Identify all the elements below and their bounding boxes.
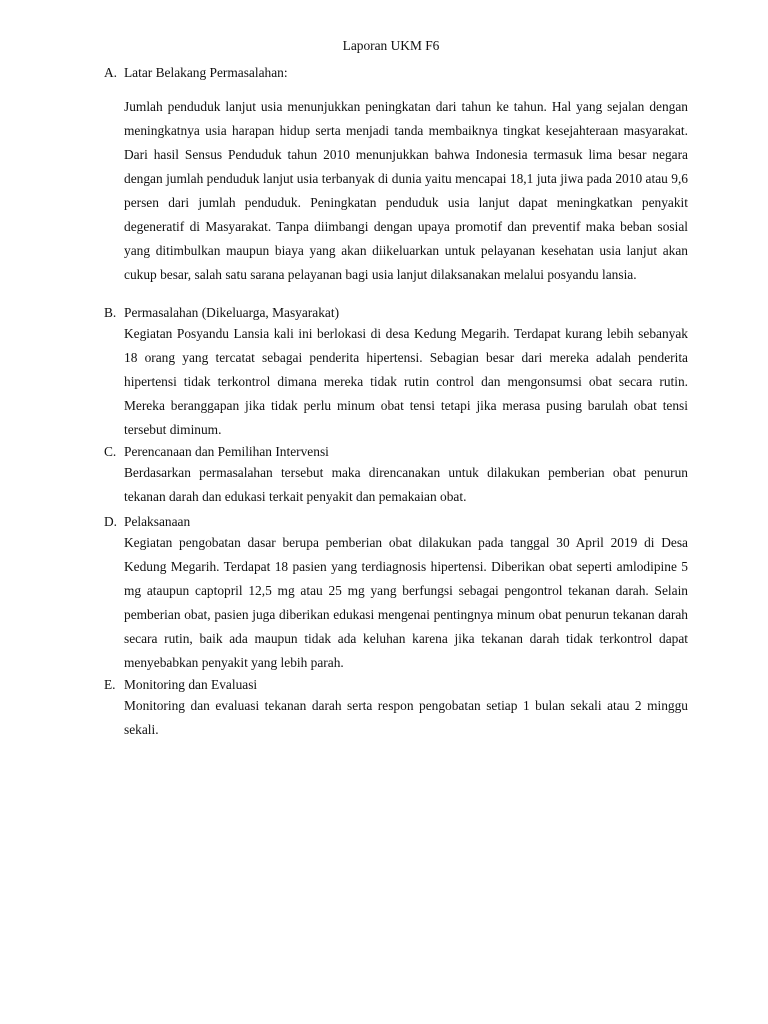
section-monitoring [104, 677, 688, 742]
section-permasalahan [104, 305, 688, 442]
section-paragraph: Monitoring dan evaluasi tekanan darah serta respon pengobatan setiap 1 bulan sekali atau 2 minggu sekali. [124, 698, 688, 737]
section-latar-belakang [104, 65, 688, 287]
section-heading-text: Perencanaan dan Pemilihan Intervensi [124, 444, 329, 459]
section-paragraph: Kegiatan Posyandu Lansia kali ini berlokasi di desa Kedung Megarih. Terdapat kurang lebih sebanyak 18 orang yang tercatat sebagai penderita hipertensi. Sebagian besar dari mereka adalah penderita hipertensi tidak terkontrol dimana mereka tidak rutin control dan mengonsumsi obat secara rutin. Mereka beranggapan jika tidak perlu minum obat tensi tetapi jika merasa pusing barulah obat tensi tersebut diminum. [124, 326, 688, 437]
section-paragraph: Berdasarkan permasalahan tersebut maka direncanakan untuk dilakukan pemberian obat penurun tekanan darah dan edukasi terkait penyakit dan pemakaian obat. [124, 465, 688, 504]
section-heading-text: Pelaksanaan [124, 514, 191, 529]
section-letter: E. [104, 677, 116, 692]
section-paragraph: Jumlah penduduk lanjut usia menunjukkan peningkatan dari tahun ke tahun. Hal yang sejalan dengan meningkatnya usia harapan hidup serta menjadi tanda membaiknya tingkat kesejahteraan masyarakat. Dari hasil Sensus Penduduk tahun 2010 menunjukkan bahwa Indonesia termasuk lima besar negara dengan jumlah penduduk lanjut usia terbanyak di dunia yaitu mencapai 18,1 juta jiwa pada 2010 atau 9,6 persen dari jumlah penduduk. Peningkatan penduduk usia lanjut dapat meningkatkan penyakit degeneratif di Masyarakat. Tanpa diimbangi dengan upaya promotif dan preventif maka beban sosial yang ditimbulkan maupun biaya yang akan diikeluarkan untuk pelayanan kesehatan usia lanjut akan cukup besar, salah satu sarana pelayanan bagi usia lanjut dilaksanakan melalui posyandu lansia. [124, 99, 688, 282]
document-title: Laporan UKM F6 [342, 38, 440, 53]
section-heading-text: Latar Belakang Permasalahan: [124, 65, 288, 80]
section-pelaksanaan [104, 514, 688, 675]
section-letter: C. [104, 444, 117, 459]
section-heading-text: Permasalahan (Dikeluarga, Masyarakat) [124, 305, 340, 320]
section-letter: A. [104, 65, 118, 80]
section-heading-text: Monitoring dan Evaluasi [124, 677, 258, 692]
section-heading [104, 305, 688, 321]
section-heading [104, 677, 688, 693]
section-heading [104, 444, 688, 460]
section-perencanaan [104, 444, 688, 509]
section-paragraph: Kegiatan pengobatan dasar berupa pemberian obat dilakukan pada tanggal 30 April 2019 di Desa Kedung Megarih. Terdapat 18 pasien yang terdiagnosis hipertensi. Diberikan obat seperti amlodipine 5 mg ataupun captopril 12,5 mg atau 25 mg yang berfungsi sebagai pengontrol tekanan darah. Selain pemberian obat, pasien juga diberikan edukasi mengenai pentingnya minum obat penurun tekanan darah secara rutin, baik ada maupun tidak ada keluhan karena jika tekanan darah tidak terkontrol dapat menyebabkan penyakit yang lebih parah. [124, 535, 688, 670]
section-letter: B. [104, 305, 117, 320]
section-letter: D. [104, 514, 118, 529]
section-heading [104, 514, 688, 530]
section-heading [104, 65, 688, 81]
